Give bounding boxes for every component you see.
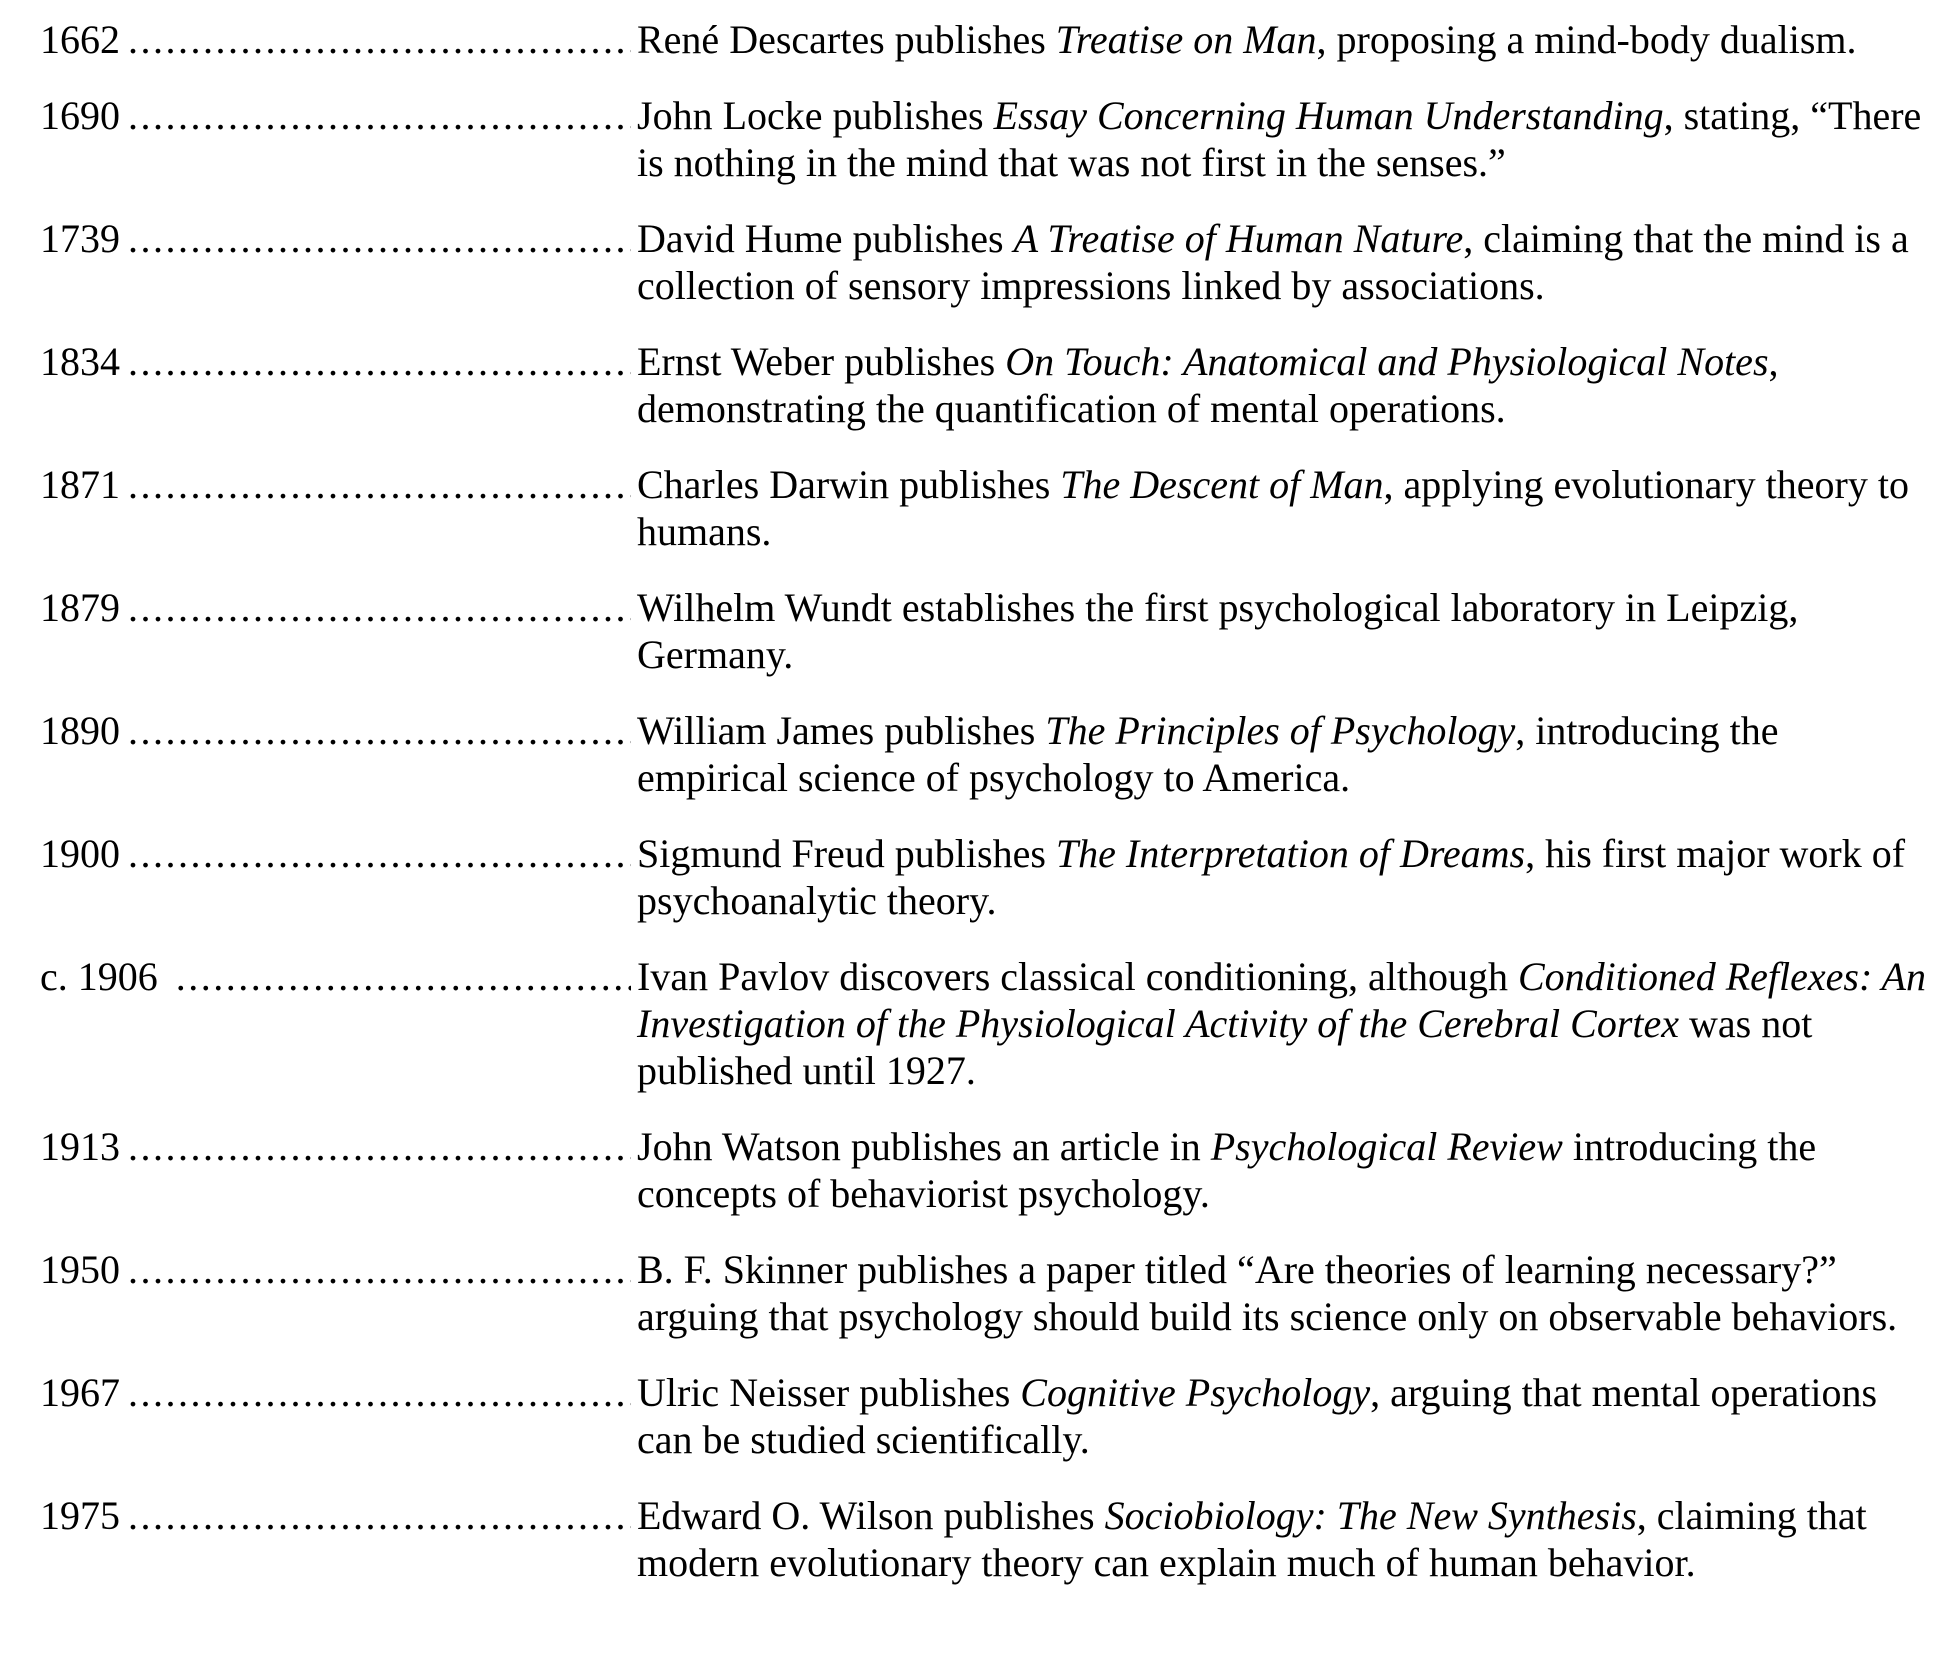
entry-year: 1879 [40,585,120,630]
entry-text-line [637,215,1909,262]
entry-text-line [637,830,1905,877]
entry-text-line [637,1123,1816,1170]
entry-year: c. 1906 [40,954,158,999]
entry-text-line [637,1000,1926,1047]
entry-text-line [637,953,1926,1000]
description-text: Ulric Neisser publishes [637,1370,1021,1415]
entry-year: 1975 [40,1493,120,1538]
description-text: Charles Darwin publishes [637,462,1061,507]
entry-year-cell [40,16,637,63]
timeline-entry [40,461,1954,555]
dot-leader [128,461,631,508]
description-text: , introducing the [1515,708,1779,753]
work-title-text: On Touch: Anatomical and Physiological Notes [1005,339,1769,384]
entry-year-cell [40,1369,637,1416]
work-title-text: Treatise on Man [1055,17,1317,62]
entry-year-cell [40,830,637,877]
entry-description [637,215,1909,309]
description-text: Ivan Pavlov discovers classical conditioning, although [637,954,1518,999]
timeline-entry [40,707,1954,801]
description-text: B. F. Skinner publishes a paper titled “Are theories of learning necessary?” [637,1247,1837,1292]
entry-text-line [637,631,1798,678]
entry-text-line [637,1246,1897,1293]
entry-text-line [637,1047,1926,1094]
entry-description [637,1246,1897,1340]
work-title-text: Essay Concerning Human Understanding [993,93,1664,138]
work-title-text: The Interpretation of Dreams [1055,831,1526,876]
dot-leader [128,338,631,385]
description-text: Wilhelm Wundt establishes the first psychological laboratory in Leipzig, [637,585,1799,630]
entry-description [637,461,1909,555]
timeline-entry [40,953,1954,1094]
description-text: Ernst Weber publishes [637,339,1006,384]
entry-description [637,584,1798,678]
dot-leader [128,1492,631,1539]
description-text: empirical science of psychology to America. [637,755,1351,800]
entry-year-cell [40,1123,637,1170]
description-text: Germany. [637,632,794,677]
description-text: modern evolutionary theory can explain much of human behavior. [637,1540,1696,1585]
entry-year: 1739 [40,216,120,261]
description-text: concepts of behaviorist psychology. [637,1171,1210,1216]
entry-year: 1950 [40,1247,120,1292]
dot-leader [128,1369,631,1416]
entry-text-line [637,262,1909,309]
entry-text-line [637,139,1921,186]
entry-year: 1967 [40,1370,120,1415]
dot-leader [128,830,631,877]
entry-text-line [637,385,1779,432]
description-text: , [1768,339,1779,384]
description-text: can be studied scientifically. [637,1417,1090,1462]
entry-year-cell [40,584,637,631]
entry-description [637,1123,1816,1217]
entry-year-cell [40,461,637,508]
description-text: John Watson publishes an article in [637,1124,1211,1169]
entry-year: 1890 [40,708,120,753]
entry-year-cell [40,338,637,385]
work-title-text: A Treatise of Human Nature [1013,216,1464,261]
dot-leader [128,1246,631,1293]
work-title-text: Sociobiology: The New Synthesis [1104,1493,1637,1538]
entry-description [637,16,1857,63]
description-text: William James publishes [637,708,1046,753]
entry-text-line [637,1369,1877,1416]
timeline-entry [40,215,1954,309]
entry-text-line [637,707,1779,754]
dot-leader [128,1123,631,1170]
entry-description [637,707,1779,801]
entry-text-line [637,584,1798,631]
dot-leader [128,16,631,63]
entry-description [637,338,1779,432]
entry-text-line [637,508,1909,555]
description-text: psychoanalytic theory. [637,878,997,923]
timeline-entry [40,584,1954,678]
work-title-text: Psychological Review [1210,1124,1563,1169]
work-title-text: The Principles of Psychology [1045,708,1516,753]
description-text: introducing the [1562,1124,1817,1169]
entry-year-cell [40,1246,637,1293]
dot-leader [128,92,631,139]
work-title-text: Conditioned Reflexes: An [1517,954,1926,999]
timeline-entry [40,1123,1954,1217]
entry-year-cell [40,953,637,1000]
work-title-text: Cognitive Psychology [1020,1370,1371,1415]
entry-year: 1690 [40,93,120,138]
description-text: , applying evolutionary theory to [1383,462,1909,507]
description-text: Edward O. Wilson publishes [637,1493,1105,1538]
work-title-text: Investigation of the Physiological Activity of the Cerebral Cortex [637,1001,1680,1046]
entry-year-cell [40,1492,637,1539]
entry-description [637,92,1921,186]
description-text: collection of sensory impressions linked by associations. [637,263,1545,308]
dot-leader [176,953,631,1000]
entry-year: 1834 [40,339,120,384]
entry-description [637,830,1905,924]
description-text: published until 1927. [637,1048,976,1093]
entry-year-cell [40,92,637,139]
description-text: , arguing that mental operations [1370,1370,1878,1415]
work-title-text: The Descent of Man [1060,462,1384,507]
description-text: , his first major work of [1525,831,1906,876]
timeline-entry [40,1369,1954,1463]
entry-text-line [637,1492,1867,1539]
description-text: , stating, “There [1663,93,1922,138]
description-text: demonstrating the quantification of mental operations. [637,386,1506,431]
entry-text-line [637,338,1779,385]
entry-text-line [637,1539,1867,1586]
timeline [40,16,1954,1586]
entry-text-line [637,92,1921,139]
description-text: , claiming that the mind is a [1463,216,1909,261]
entry-text-line [637,1170,1816,1217]
entry-description [637,953,1926,1094]
timeline-entry [40,16,1954,63]
entry-description [637,1369,1877,1463]
description-text: John Locke publishes [637,93,994,138]
dot-leader [128,707,631,754]
dot-leader [128,215,631,262]
entry-text-line [637,461,1909,508]
timeline-entry [40,1492,1954,1586]
description-text: David Hume publishes [637,216,1014,261]
entry-year-cell [40,215,637,262]
description-text: is nothing in the mind that was not first in the senses.” [637,140,1506,185]
entry-text-line [637,16,1857,63]
timeline-entry [40,830,1954,924]
entry-description [637,1492,1867,1586]
description-text: , proposing a mind-body dualism. [1316,17,1857,62]
entry-text-line [637,877,1905,924]
entry-year: 1871 [40,462,120,507]
description-text: , claiming that [1636,1493,1867,1538]
entry-year: 1913 [40,1124,120,1169]
description-text: René Descartes publishes [637,17,1056,62]
entry-year: 1662 [40,17,120,62]
timeline-entry [40,338,1954,432]
entry-text-line [637,1293,1897,1340]
entry-text-line [637,754,1779,801]
description-text: Sigmund Freud publishes [637,831,1056,876]
description-text: humans. [637,509,772,554]
entry-text-line [637,1416,1877,1463]
entry-year-cell [40,707,637,754]
entry-year: 1900 [40,831,120,876]
timeline-entry [40,1246,1954,1340]
description-text: arguing that psychology should build its science only on observable behaviors. [637,1294,1898,1339]
description-text: was not [1679,1001,1813,1046]
dot-leader [128,584,631,631]
timeline-entry [40,92,1954,186]
